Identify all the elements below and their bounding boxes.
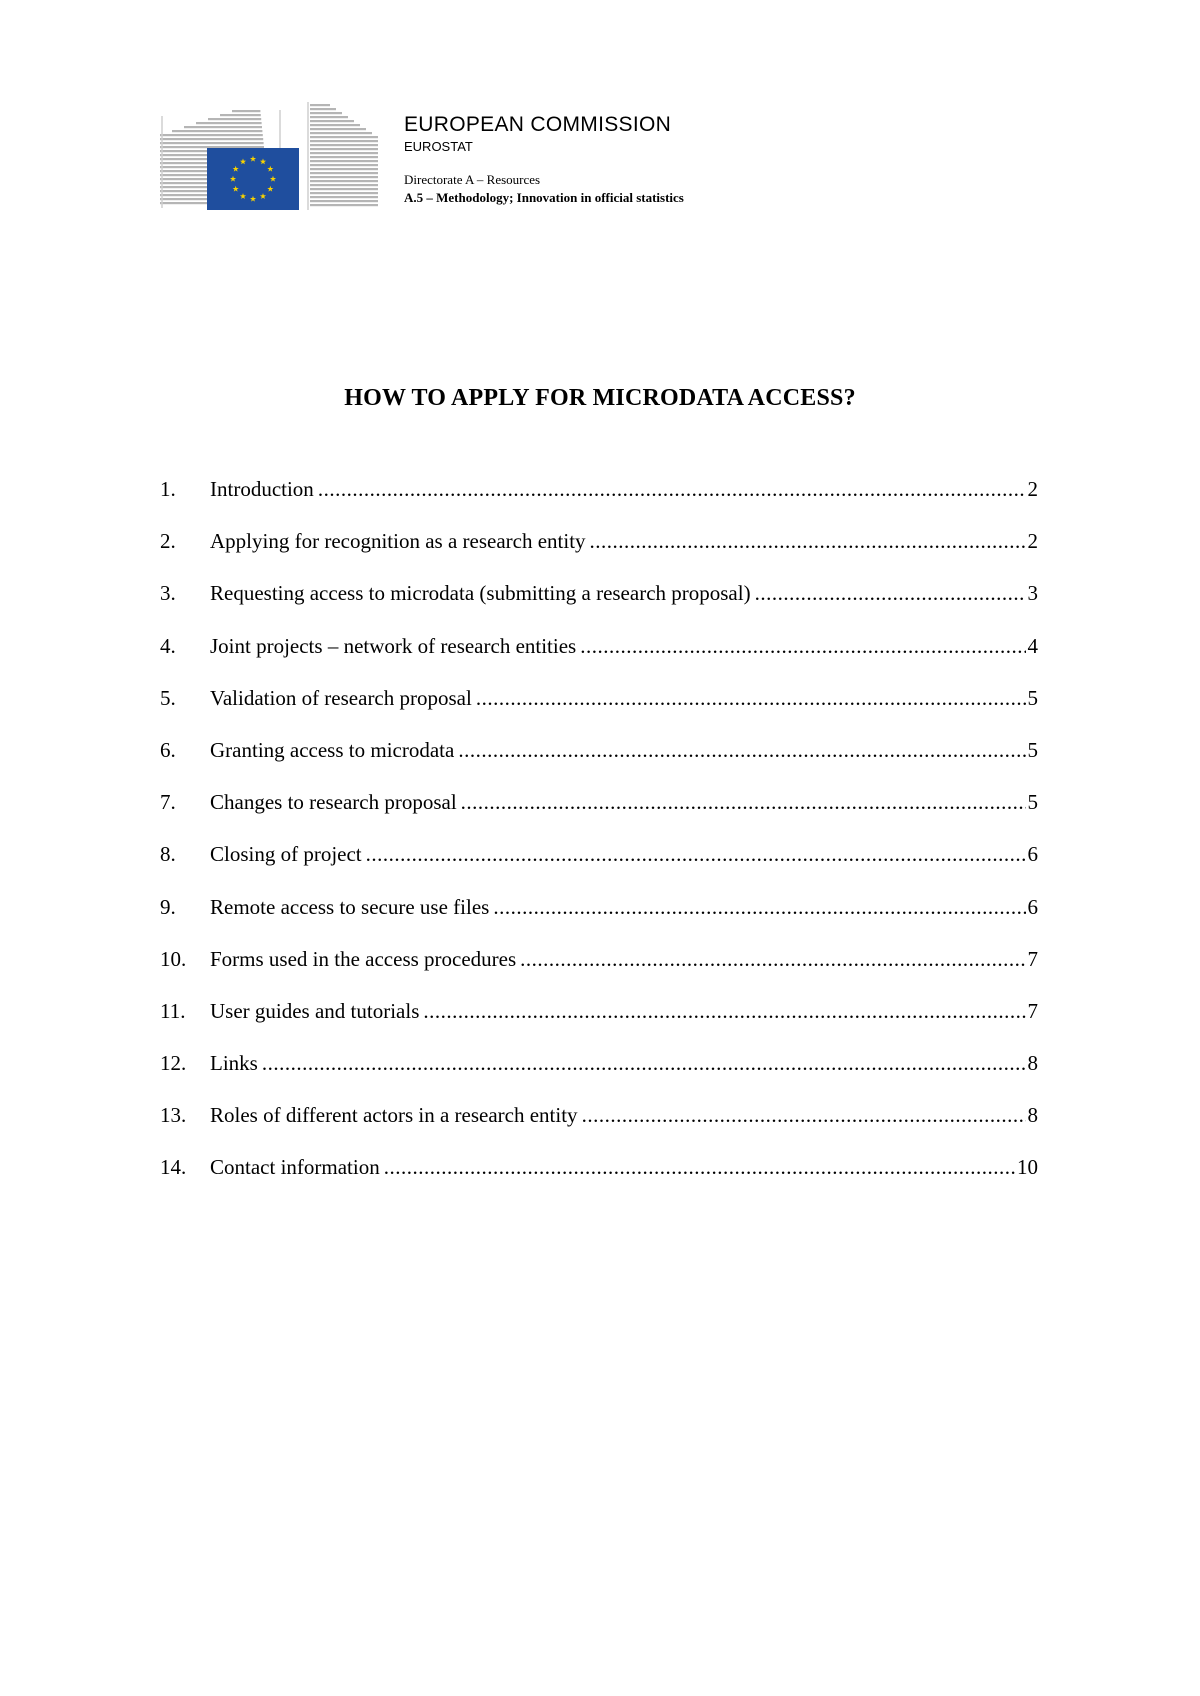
toc-title: Forms used in the access procedures xyxy=(210,946,517,971)
toc-page-number: 4 xyxy=(1027,633,1038,658)
toc-page-number: 5 xyxy=(1027,685,1038,710)
toc-leader xyxy=(461,789,1026,815)
header-block xyxy=(404,112,684,207)
toc-leader xyxy=(755,580,1026,606)
toc-entry[interactable] xyxy=(160,1154,1038,1206)
toc-entry[interactable] xyxy=(160,580,1038,632)
toc-leader xyxy=(582,1102,1026,1128)
toc-page-number: 10 xyxy=(1017,1155,1038,1180)
toc-leader xyxy=(493,894,1025,920)
toc-title: Granting access to microdata xyxy=(210,737,455,762)
toc-number: 10. xyxy=(160,946,187,971)
toc-leader xyxy=(423,998,1025,1024)
toc-title: Contact information xyxy=(210,1155,380,1180)
toc-entry[interactable] xyxy=(160,946,1038,998)
toc-number: 1. xyxy=(160,477,176,501)
toc-entry[interactable] xyxy=(160,737,1038,789)
toc-number: 13. xyxy=(160,1103,187,1128)
toc-page-number: 2 xyxy=(1027,529,1038,554)
toc-title: Joint projects – network of research entities xyxy=(210,633,577,658)
toc-number: 5. xyxy=(160,685,176,710)
toc-title: Changes to research proposal xyxy=(210,790,457,815)
toc-entry[interactable] xyxy=(160,685,1038,737)
toc-leader xyxy=(384,1154,1015,1180)
toc-page-number: 6 xyxy=(1027,842,1038,867)
toc-number: 9. xyxy=(160,894,176,919)
toc-page-number: 5 xyxy=(1027,737,1038,762)
toc-number: 6. xyxy=(160,737,176,762)
toc-title: Closing of project xyxy=(210,842,362,867)
toc-title: Applying for recognition as a research entity xyxy=(210,529,586,554)
toc-leader xyxy=(580,633,1025,659)
toc-title: Requesting access to microdata (submitting a research proposal) xyxy=(210,581,751,606)
directorate-name: Directorate A – Resources xyxy=(404,172,541,187)
toc-number: 3. xyxy=(160,581,176,606)
toc-page-number: 5 xyxy=(1027,790,1038,815)
toc-title: Validation of research proposal xyxy=(210,685,472,710)
toc-leader xyxy=(366,841,1026,867)
toc-page-number: 8 xyxy=(1027,1103,1038,1128)
toc-title: Remote access to secure use files xyxy=(210,894,490,919)
toc-leader xyxy=(262,1050,1026,1076)
toc-leader xyxy=(458,737,1025,763)
toc-number: 7. xyxy=(160,790,176,815)
document-title: HOW TO APPLY FOR MICRODATA ACCESS? xyxy=(344,385,856,411)
toc-entry[interactable] xyxy=(160,528,1038,580)
table-of-contents xyxy=(160,476,1038,1207)
toc-entry[interactable] xyxy=(160,841,1038,893)
toc-entry[interactable] xyxy=(160,476,1038,528)
toc-number: 11. xyxy=(160,998,186,1023)
toc-entry[interactable] xyxy=(160,789,1038,841)
toc-page-number: 3 xyxy=(1027,581,1038,606)
toc-entry[interactable] xyxy=(160,894,1038,946)
toc-entry[interactable] xyxy=(160,1050,1038,1102)
toc-leader xyxy=(520,946,1025,972)
toc-number: 8. xyxy=(160,842,176,867)
organization-name: EUROPEAN COMMISSION xyxy=(404,113,672,136)
toc-page-number: 6 xyxy=(1027,894,1038,919)
toc-page-number: 8 xyxy=(1027,1051,1038,1076)
toc-leader xyxy=(476,685,1026,711)
toc-title: Roles of different actors in a research entity xyxy=(210,1103,578,1128)
toc-number: 4. xyxy=(160,633,176,658)
european-commission-logo-icon xyxy=(160,102,380,212)
toc-entry[interactable] xyxy=(160,633,1038,685)
toc-number: 2. xyxy=(160,529,176,554)
toc-number: 12. xyxy=(160,1051,187,1076)
toc-leader xyxy=(318,476,1026,502)
toc-page-number: 2 xyxy=(1027,477,1038,501)
unit-name: A.5 – Methodology; Innovation in official statistics xyxy=(404,190,684,205)
toc-number: 14. xyxy=(160,1155,187,1180)
directorate-general-name: EUROSTAT xyxy=(404,139,473,154)
toc-leader xyxy=(590,528,1026,554)
toc-title: Links xyxy=(210,1051,258,1076)
toc-page-number: 7 xyxy=(1027,998,1038,1023)
toc-entry[interactable] xyxy=(160,1102,1038,1154)
toc-title: User guides and tutorials xyxy=(210,998,420,1023)
toc-entry[interactable] xyxy=(160,998,1038,1050)
toc-page-number: 7 xyxy=(1027,946,1038,971)
toc-title: Introduction xyxy=(210,477,314,501)
